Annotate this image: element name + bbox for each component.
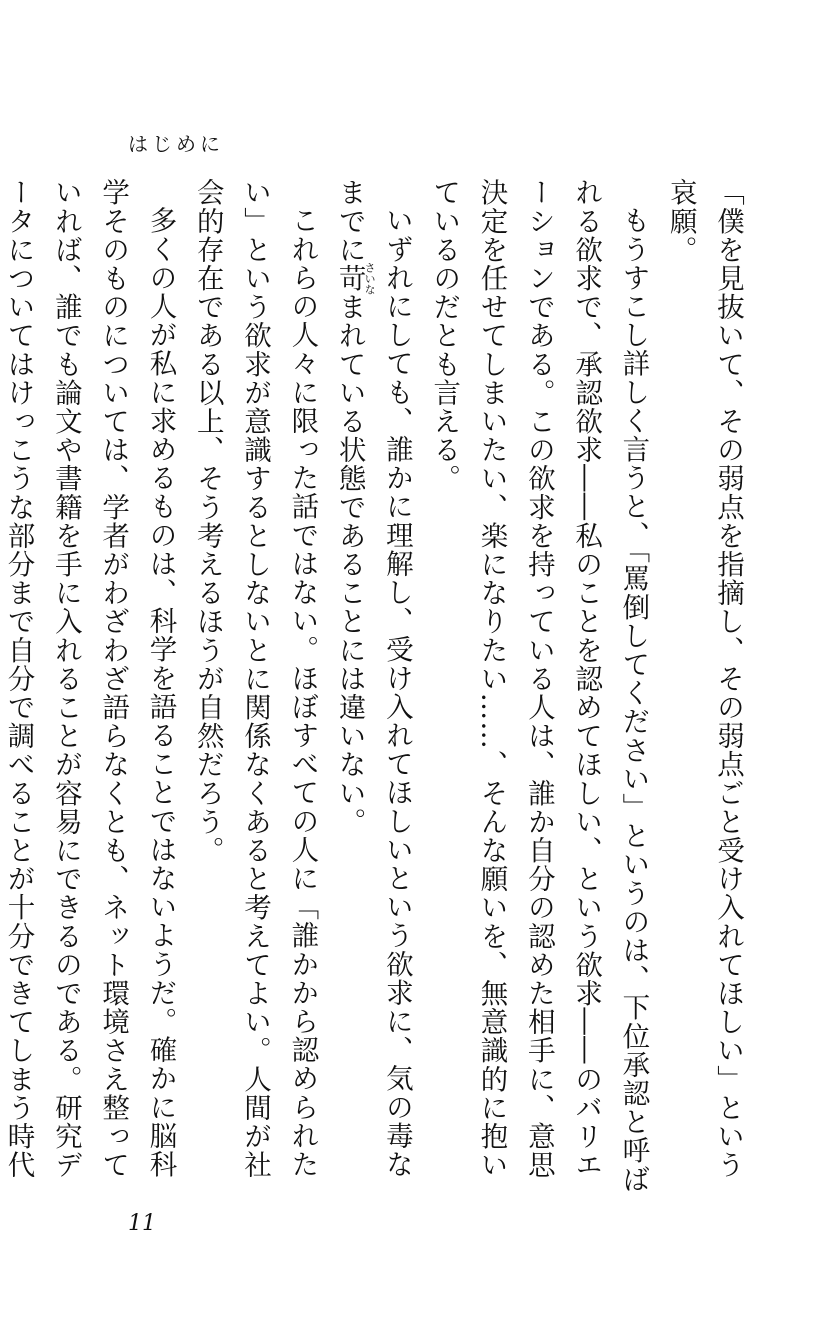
running-head: はじめに <box>128 132 224 156</box>
paragraph: これらの人々に限った話ではない。ほぼすべての人に「誰かから認められたい」という欲求が意識するとしないとに関係なくあると考えてよい。人間が社会的存在である以上、そう考えるほうが自然だろう。 <box>191 178 319 1179</box>
paragraph-text: まれている状態であることには違いない。 <box>333 292 366 836</box>
ruby-word <box>333 261 377 295</box>
paragraph: もうすこし詳しく言うと、「罵倒してください」というのは、下位承認と呼ばれる欲求で、承認欲求――私のことを認めてほしい、という欲求――のバリエーションである。この欲求を持っている人は、誰か自分の認めた相手に、意思決定を任せてしまいたい、楽になりたい……、そんな願いを、無意識的に抱いているのだとも言える。 <box>428 178 650 1193</box>
ruby-base: 苛 <box>333 261 366 295</box>
page-number: 11 <box>128 1211 156 1236</box>
body-text <box>0 178 751 1198</box>
paragraph: 多くの人が私に求めるものは、科学を語ることではないようだ。確かに脳科学そのものについては、学者がわざわざ語らなくとも、ネット環境さえ整っていれば、誰でも論文や書籍を手に入れることが容易にできるのである。研究データについてはけっこうな部分まで自分で調べることが十分できてしまう時代 <box>2 178 177 1179</box>
paragraph <box>325 178 420 1198</box>
paragraph-text: いずれにしても、誰かに理解し、受け入れてほしいという欲求に、気の毒なまでに <box>333 178 413 1178</box>
paragraph: 「僕を見抜いて、その弱点を指摘し、その弱点ごと受け入れてほしい」という哀願。 <box>664 178 744 1179</box>
ruby-reading: さいな <box>363 261 377 295</box>
